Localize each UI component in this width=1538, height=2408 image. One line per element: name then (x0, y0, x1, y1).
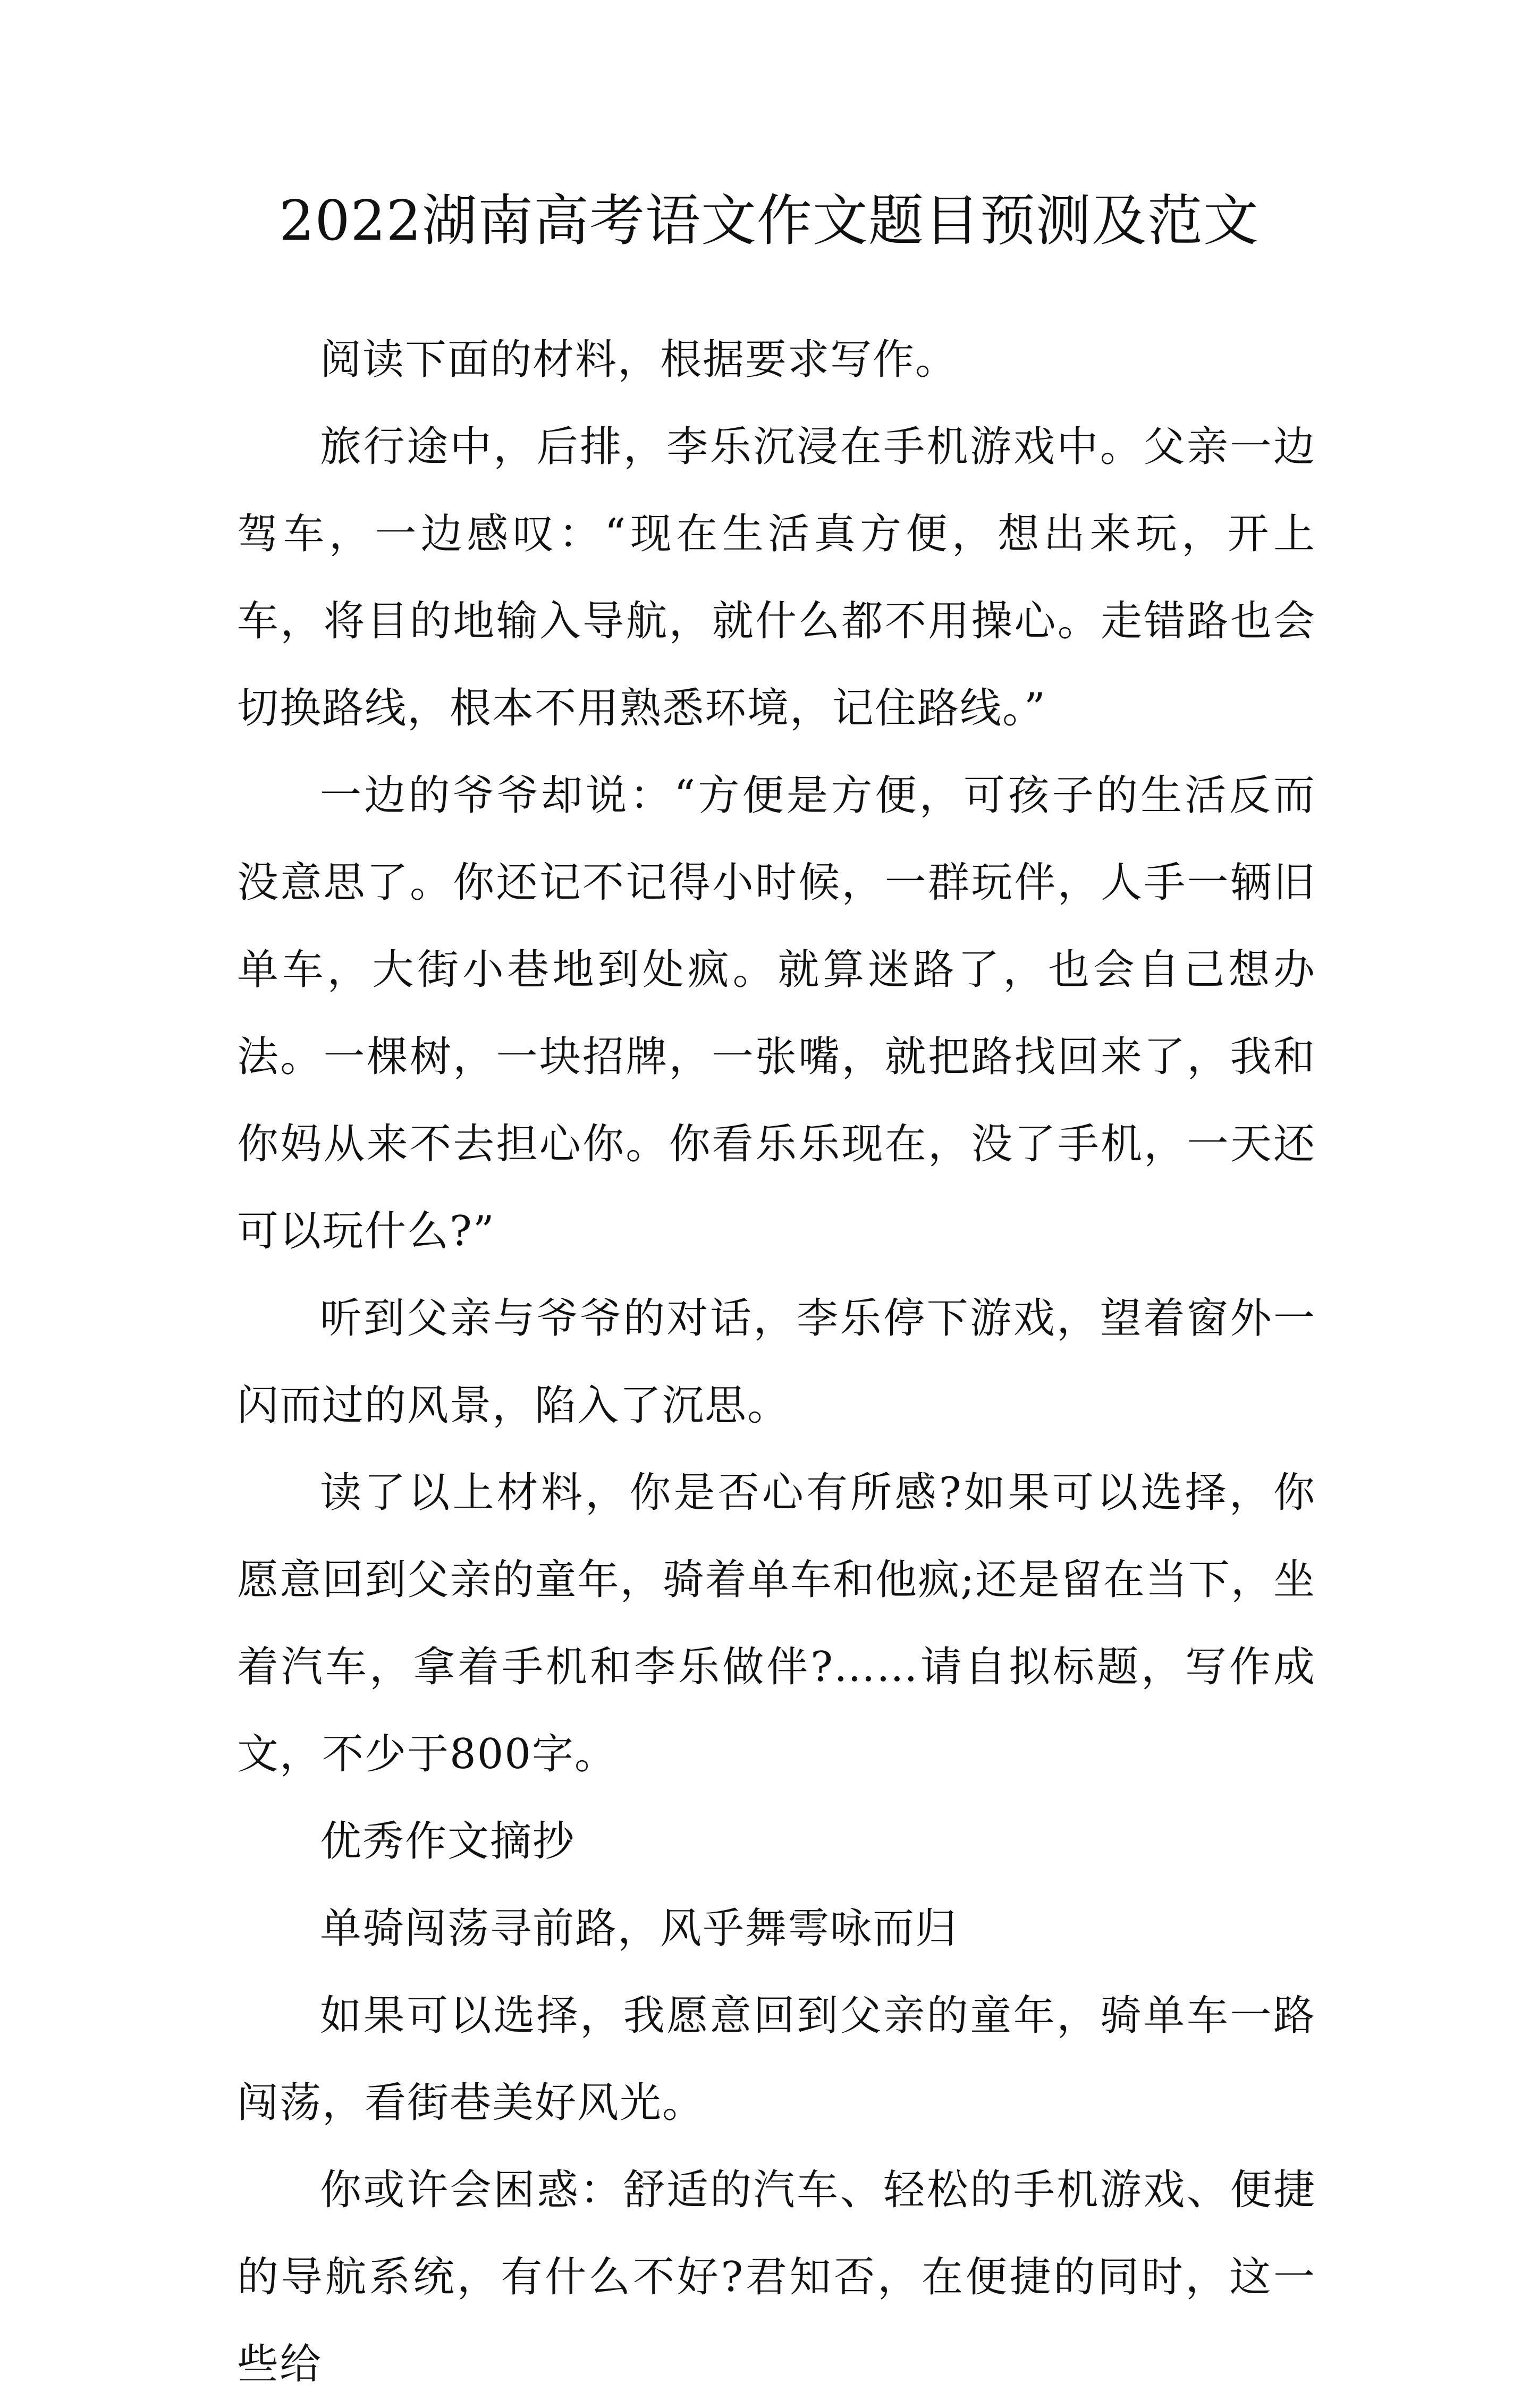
paragraph-reflection: 听到父亲与爷爷的对话，李乐停下游戏，望着窗外一闪而过的风景，陷入了沉思。 (237, 1295, 1316, 1430)
paragraph-essay-continuation: 你或许会困惑：舒适的汽车、轻松的手机游戏、便捷的导航系统，有什么不好?君知否，在便捷的同时，这一些给 (237, 2166, 1316, 2388)
document-title: 2022湖南高考语文作文题目预测及范文 (279, 188, 1259, 253)
paragraph-writing-task: 读了以上材料，你是否心有所感?如果可以选择，你愿意回到父亲的童年，骑着单车和他疯;还是留在当下，坐着汽车，拿着手机和李乐做伴?……请自拟标题，写作成文，不少于800字。 (237, 1469, 1316, 1778)
paragraph-grandfather-dialogue: 一边的爷爷却说：“方便是方便，可孩子的生活反而没意思了。你还记不记得小时候，一群玩伴，人手一辆旧单车，大街小巷地到处疯。就算迷路了，也会自己想办法。一棵树，一块招牌，一张嘴，就把路找回来了，我和你妈从来不去担心你。你看乐乐现在，没了手机，一天还可以玩什么?” (237, 772, 1316, 1255)
paragraph-essay-title: 单骑闯荡寻前路，风乎舞雩咏而归 (320, 1905, 958, 1953)
paragraph-travel-scene: 旅行途中，后排，李乐沉浸在手机游戏中。父亲一边驾车，一边感叹：“现在生活真方便，想出来玩，开上车，将目的地输入导航，就什么都不用操心。走错路也会切换路线，根本不用熟悉环境，记住路线。” (237, 423, 1316, 732)
paragraph-essay-opening: 如果可以选择，我愿意回到父亲的童年，骑单车一路闯荡，看街巷美好风光。 (237, 1992, 1316, 2127)
paragraph-sample-heading: 优秀作文摘抄 (320, 1818, 576, 1865)
document-body (237, 316, 1316, 2408)
paragraph-prompt-intro: 阅读下面的材料，根据要求写作。 (320, 336, 958, 384)
